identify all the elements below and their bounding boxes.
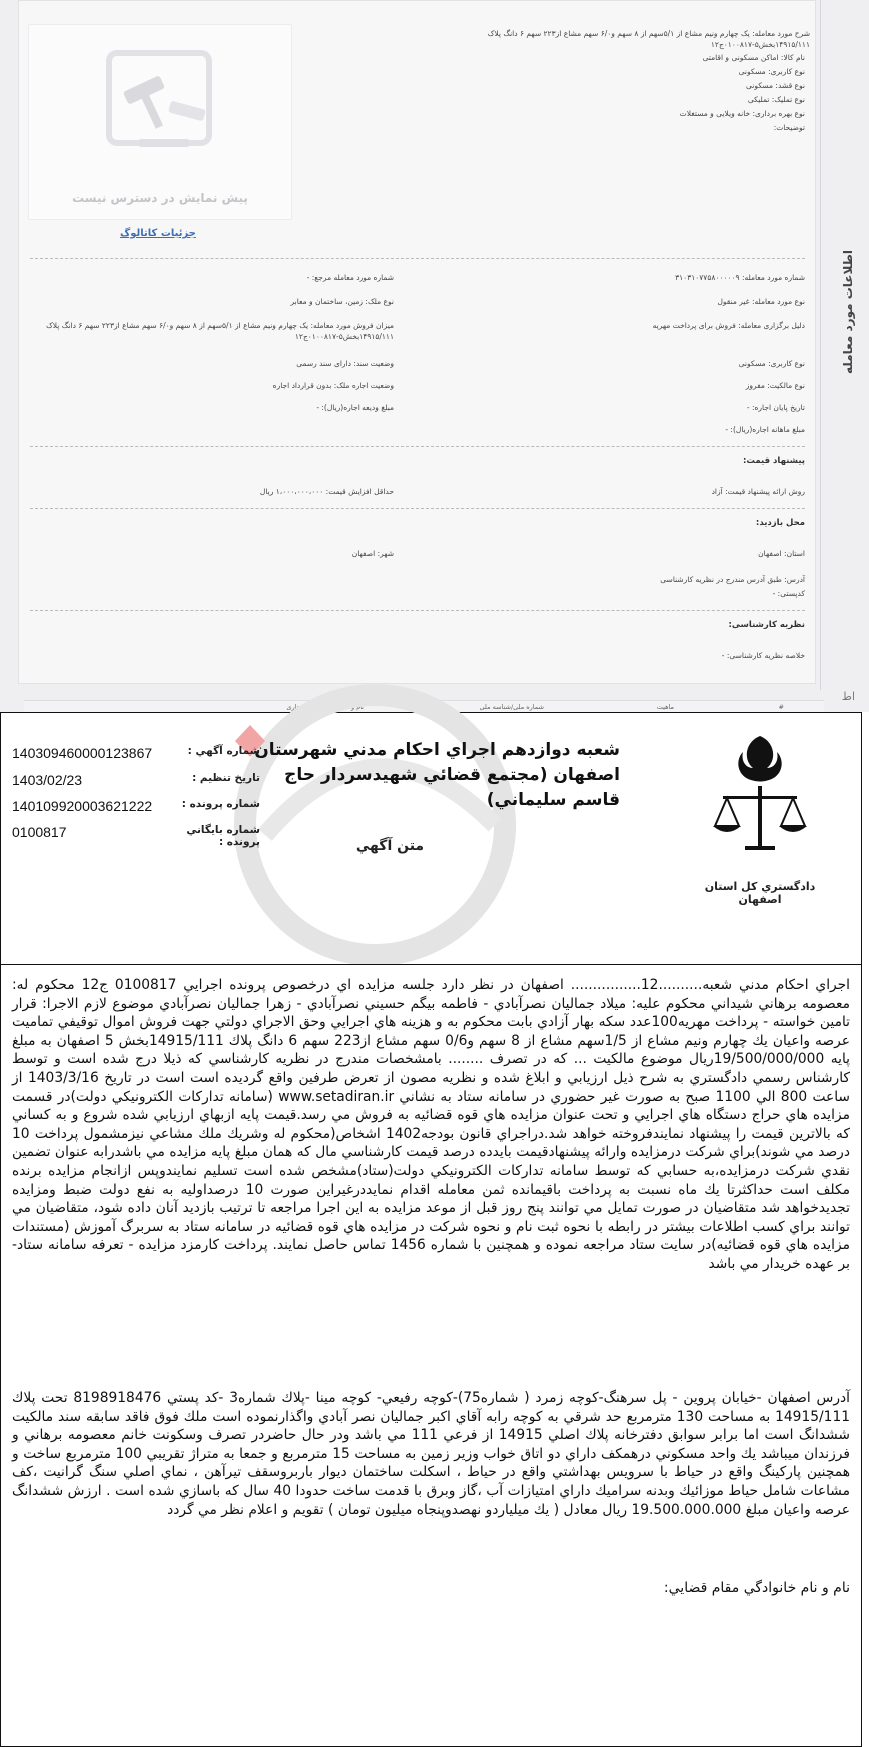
image-placeholder	[28, 24, 292, 220]
field-notes: توضیحات:	[773, 123, 805, 132]
field-offer-method: روش ارائه پیشنهاد قیمت: آزاد	[711, 487, 805, 496]
field-ref-number: شماره مورد معامله: ۳۱۰۳۱۰۷۷۵۸۰۰۰۰۰۹	[675, 273, 805, 282]
field-goods-name: نام کالا: اماکن مسکونی و اقامتی	[702, 53, 805, 62]
field-type: نوع قشد: مسکونی	[745, 81, 805, 90]
meta-label-case-number: شماره پرونده :	[181, 798, 260, 810]
divider	[30, 446, 805, 447]
side-title: اطلاعات مورد معامله	[841, 250, 855, 374]
field-usage-2: نوع کاربری: مسکونی	[738, 359, 805, 368]
meta-value-archive-number: 0100817	[12, 824, 67, 840]
watermark-logo	[115, 665, 635, 965]
notice-body: اجراي احكام مدني شعبه..........12................ اصفهان در نظر دارد جلسه مزايده اي درخصوص پرونده اجرايي 0100817 ج12 محكوم له: معصومه برهاني شيداني محكوم عليه: ميلاد جماليان نصرآبادي - فاطمه بيگم حسيني نصرآبادي - زهرا جماليان نصرآبادي موضوع لازم الاجرا: قرار تامين خواسته - پرداخت مهريه100عدد سكه بهار آزادي بابت محكوم به و هزينه هاي اجرايي وحق الاجراي دولتي جهت فروش اموال توقيفي تماميت عرصه واعيان يك چهارم ونيم مشاع از 1/5سهم مشاع از 8 سهم و0/6 سهم مشاع از223 سهم 6 دانگ پلاك 14915/111بخش 5 اصفهان به مبلغ پايه 19/500/000/000ريال موضوع مالكيت ... كه در تصرف ........ بامشخصات مندرج در نظريه كارشناسي كه ذيلا درج شده است و توسط كارشناس رسمي دادگستري به شرح ذيل ارزيابي و ابلاغ شده و نظريه مصون از تعرض طرفين واقع گرديده است است در تاريخ 1403/3/16 از ساعت 800 الي 1100 صبح به صورت غير حضوري در سامانه ستاد به نشاني www.setadiran.ir (سامانه تداركات الكترونيكي دولت)در قسمت مزايده هاي حراج دستگاه هاي اجرايي و تحت عنوان مزايده هاي قوه قضائيه به فروش مي رسد.قيمت پايه ازبهاي ارزيابي شده شروع و به كساني كه بالاترين قيمت را پيشنهاد نمايندفروخته خواهد شد.دراجراي قانون بودجه1402 اشخاص(محكوم له وشريك ملك مشاعي نيزمشمول پرداخت 10 درصد مي شوند)براي شركت درمزايده وارائه پيشنهادقيمت بايدده درصد قيمت كارشناسي مال كه همان مبلغ پايه مزايده مي باشدرابه عنوان تضمين نقدي شركت درمزايده،به حسابي كه توسط سامانه تداركات الكترونيكي دولت(ستاد)مشخص شده است تسليم نمايندوپس ازانجام مزايده برنده مكلف است حداكثرتا يك ماه نسبت به پرداخت باقيمانده ثمن معامله اقدام نمايددرغيراين صورت 10 درصداوليه به نفع دولت ضبط ومزايده تجديدخواهد شد متقاضيان در صورت تمايل مي توانند پنج روز قبل از موعد مزايده به اين اجرا مراجعه تا ترتيب بازديد آنان داده شود، متقاضيان مي توانند براي كسب اطلاعات بيشتر در رابطه با نحوه ثبت نام و نحوه شركت در مزايده هاي قوه قضائيه در سامانه ستاد به سربرگ آموزش (مستندات مزايده هاي قوه قضائيه)در سايت ستاد مراجعه نموده و همچنين با شماره 1456 تماس حاصل نمايند. پرداخت كارمزد مزايده - تعرفه سامانه ستاد- بر عهده خريدار مي باشد	[12, 977, 851, 1272]
meta-label-notice-number: شماره آگهي :	[187, 745, 260, 757]
meta-value-case-number: 140109920003621222	[12, 798, 153, 814]
field-deposit: مبلغ ودیعه اجاره(ریال): -	[316, 403, 394, 412]
meta-value-date: 1403/02/23	[12, 772, 83, 788]
field-city: شهر: اصفهان	[351, 549, 394, 558]
catalog-details-link[interactable]: جزئیات کاتالوگ	[120, 228, 196, 239]
table-header-index: #	[778, 703, 784, 711]
field-ownership-type: نوع تملیک: تملیکی	[747, 95, 805, 104]
image-caption: پیش نمایش در دسترس نیست	[72, 191, 248, 205]
field-lease-end: تاریخ پایان اجاره: -	[746, 403, 805, 412]
field-monthly-rent: مبلغ ماهانه اجاره(ریال): -	[725, 425, 805, 434]
judge-label: نام و نام خانوادگي مقام قضايي:	[663, 1580, 850, 1596]
divider	[30, 610, 805, 611]
table-header-national-id: شماره ملی/شناسه ملی	[479, 703, 544, 711]
field-exploitation: نوع بهره برداری: خانه ویلایی و مستغلات	[679, 109, 805, 118]
field-lease-status: وضعیت اجاره ملک: بدون قرارداد اجاره	[272, 381, 394, 390]
side-divider	[820, 0, 821, 690]
field-postal-code: کدپستی: -	[772, 589, 805, 598]
notice-address: آدرس اصفهان -خيابان پروين - پل سرهنگ-كوچه زمرد ( شماره75)-كوچه رفيعي- كوچه مينا -پلاك شماره3 -كد پستي 8198918476 تحت پلاك 14915/111 به مساحت 130 مترمربع حد شرقي به كوچه رابه آقاي اكبر جماليان نصر آبادي واگذارنموده است ملك فوق فاقد سابقه سند مالكيت ششدانگ است اما برابر سوابق دفترخانه پلاك اصلي 14915 از فرعي 111 مي باشد ودر حال حاضردر تصرف وسكونت خانم معصومه برهاني و فرزندان ميباشد يك واحد مسكوني درهمكف داراي دو اتاق خواب وزير زمين به مساحت 15 مترمربع و جمعا به متراژ تقريبي 100 مترمربع ساخت و همچنين پاركينگ واقع در حياط با سرويس بهداشتي واقع در حياط ، اسكلت ساختمان ديوار باربروسقف تيرآهن ، نماي اصلي سنگ گرانيت ،كف مشاعات شامل حياط موزائيك وبدنه سراميك داراي امتيازات آب ،گاز وبرق با قدمت ساخت حدودا 40 سال كه باسازي شده است . ارزش ششدانگ عرصه واعيان مبلغ 19.500.000.000 ريال معادل ( يك ميلياردو نهصدوپنجاه ميليون تومان ) تقويم و اعلام نظر مي گردد	[12, 1390, 851, 1518]
field-doc-status: وضعیت سند: دارای سند رسمی	[296, 359, 394, 368]
gavel-icon	[79, 43, 239, 173]
field-address: آدرس: طبق آدرس مندرج در نظریه کارشناسی	[660, 575, 805, 584]
field-usage: نوع کاربری: مسکونی	[738, 67, 805, 76]
divider	[30, 258, 805, 259]
meta-label-date: تاريخ تنظيم :	[192, 772, 260, 784]
header-divider	[0, 964, 862, 965]
field-expert-summary: خلاصه نظریه کارشناسی: -	[721, 651, 805, 660]
location-heading: محل بازدید:	[755, 518, 805, 528]
offer-heading: پیشنهاد قیمت:	[742, 456, 805, 466]
notice-subtitle: متن آگهي	[355, 838, 425, 854]
field-min-increase: حداقل افزایش قیمت: ۱،۰۰۰،۰۰۰،۰۰۰ ریال	[259, 487, 394, 496]
table-header-nature: ماهیت	[656, 703, 674, 711]
field-sale-reason: دلیل برگزاری معامله: فروش برای پرداخت مهریه	[652, 321, 805, 330]
court-title: شعبه دوازدهم اجراي احكام مدني شهرستان اصفهان (مجتمع قضائي شهيدسردار حاج قاسم سليماني)	[254, 740, 620, 810]
field-sale-amount: میزان فروش مورد معامله: یک چهارم ونیم مشاع از ۵/۱سهم از ۸ سهم و۶/۰ سهم مشاع از۲۲۳ سهم ۶ دانگ پلاک ۱۴۹۱۵/۱۱۱بخش۵-۰۱۰۰۸۱۷ج۱۲	[46, 321, 394, 341]
field-item-type: نوع مورد معامله: غیر منقول	[717, 297, 805, 306]
field-ownership: نوع مالکیت: مفروز	[745, 381, 805, 390]
divider	[30, 508, 805, 509]
field-ref-number-origin: شماره مورد معامله مرجع: -	[306, 273, 394, 282]
field-description: شرح مورد معامله: یک چهارم ونیم مشاع از ۵/۱سهم از ۸ سهم و۶/۰ سهم مشاع از۲۲۳ سهم ۶ دانگ پلاک ۱۴۹۱۵/۱۱۱بخش۵-۰۱۰۰۸۱۷ج۱۲	[487, 29, 810, 49]
judiciary-emblem-icon	[705, 730, 815, 870]
expert-heading: نظریه کارشناسی:	[728, 620, 805, 630]
table-header-name: نام و نام خانوادگی/نام تجاری	[286, 703, 364, 711]
provincial-court-name: دادگستري كل استان اصفهان	[704, 880, 816, 906]
field-property-type: نوع ملک: زمین، ساختمان و معابر	[290, 297, 394, 306]
side-title-partial: اط	[841, 690, 855, 703]
portal-panel	[0, 0, 869, 712]
meta-label-archive-number: شماره بايگاني پرونده :	[186, 824, 260, 848]
field-province: استان: اصفهان	[758, 549, 805, 558]
meta-value-notice-number: 140309460000123867	[12, 745, 153, 761]
